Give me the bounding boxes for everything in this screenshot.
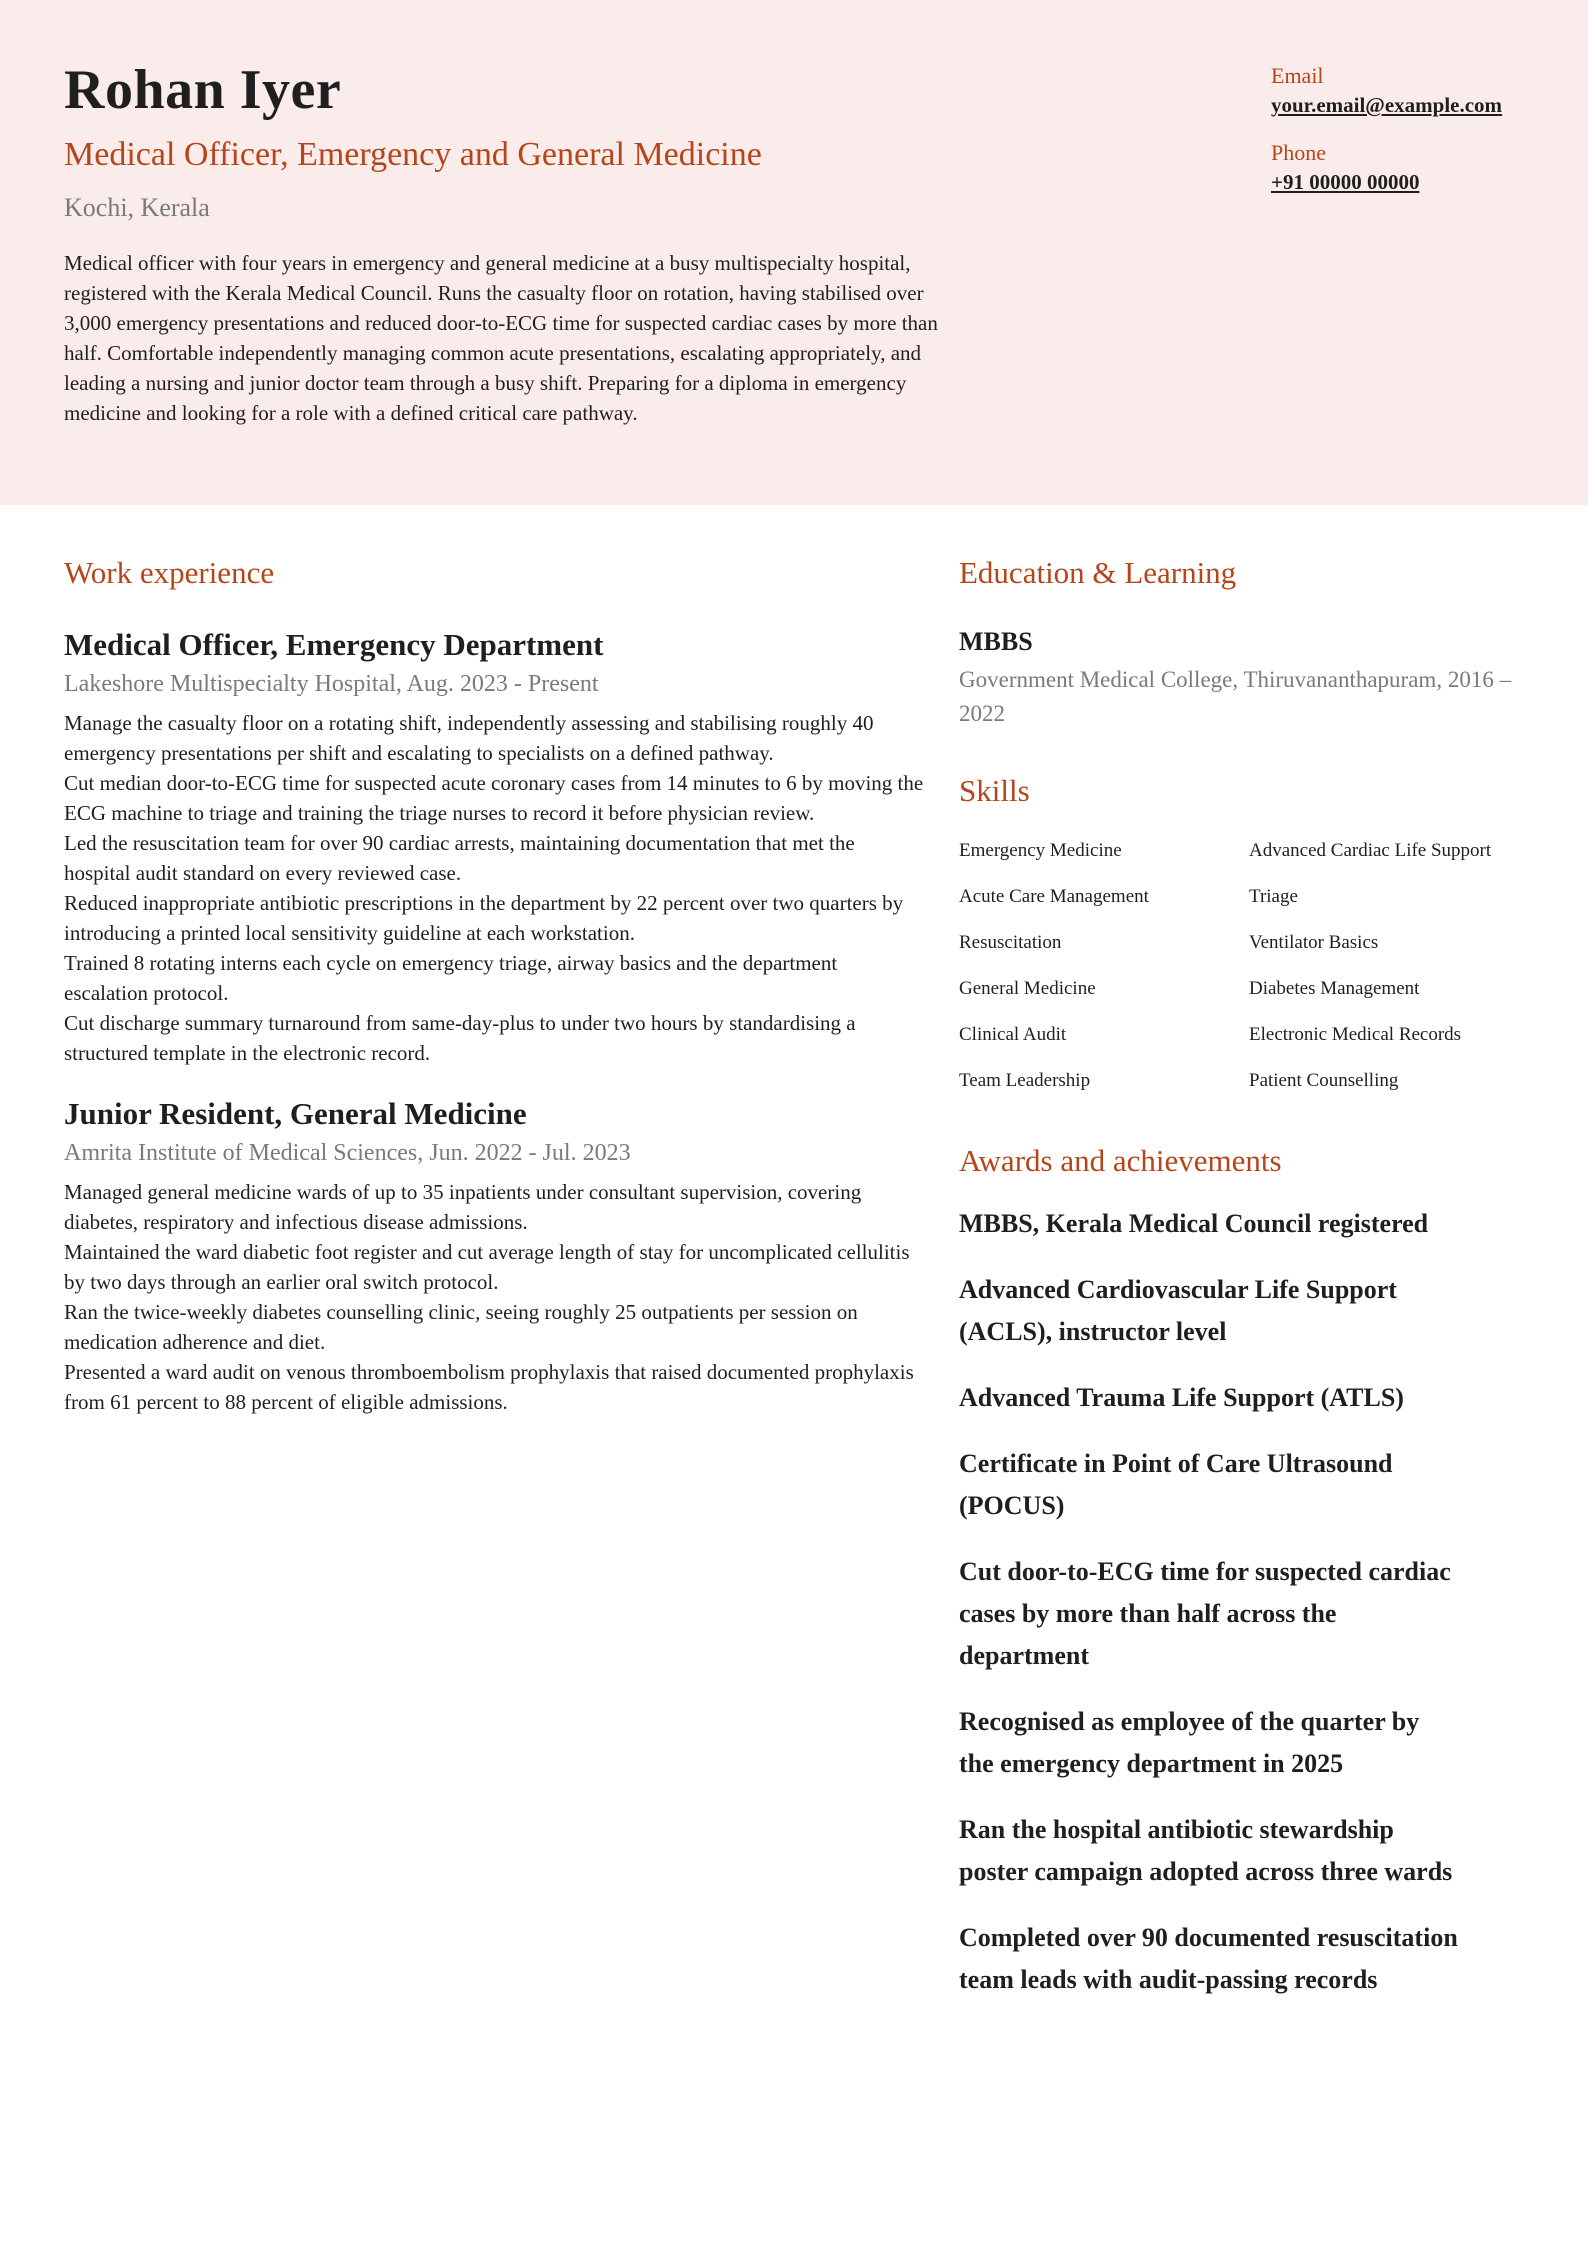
job-bullet: Maintained the ward diabetic foot register and cut average length of stay for uncomplicated cellulitis by two days through an earlier oral switch protocol.: [64, 1240, 910, 1294]
phone-label: Phone: [1271, 140, 1326, 165]
job-bullet: Cut median door-to-ECG time for suspected acute coronary cases from 14 minutes to 6 by moving the ECG machine to triage and training the triage nurses to record it before physician review.: [64, 771, 924, 825]
section-title-work: Work experience: [64, 555, 275, 590]
professional-summary: Medical officer with four years in emergency and general medicine at a busy multispecialty hospital, registered with the Kerala Medical Council. Runs the casualty floor on rotation, having stabilised over 3,000 emergency presentations and reduced door-to-ECG time for suspected cardiac cases by more than half. Comfortable independently managing common acute presentations, escalating appropriately, and leading a nursing and junior doctor team through a busy shift. Preparing for a diploma in emergency medicine and looking for a role with a defined critical care pathway.: [64, 251, 938, 425]
job-bullet: Led the resuscitation team for over 90 cardiac arrests, maintaining documentation that met the hospital audit standard on every reviewed case.: [64, 831, 855, 885]
education-meta: Government Medical College, Thiruvananthapuram, 2016 – 2022: [959, 667, 1512, 726]
section-title-skills: Skills: [959, 773, 1030, 808]
sidebar-column: [959, 555, 1539, 2025]
job-meta: Amrita Institute of Medical Sciences, Jun. 2022 - Jul. 2023: [64, 1140, 631, 1166]
candidate-name: Rohan Iyer: [64, 59, 342, 121]
skills-grid: [959, 837, 1539, 1095]
award-item: MBBS, Kerala Medical Council registered: [959, 1209, 1429, 1238]
work-experience-section: [64, 555, 924, 1445]
job-entry: [64, 627, 924, 1068]
education-degree: MBBS: [959, 627, 1033, 656]
skill-item: Ventilator Basics: [1249, 932, 1379, 953]
job-bullet: Trained 8 rotating interns each cycle on emergency triage, airway basics and the department escalation protocol.: [64, 951, 838, 1005]
job-bullet: Cut discharge summary turnaround from same-day-plus to under two hours by standardising a structured template in the electronic record.: [64, 1011, 856, 1065]
skill-item: Acute Care Management: [959, 886, 1149, 907]
award-item: Advanced Cardiovascular Life Support (ACLS), instructor level: [959, 1275, 1397, 1346]
job-bullet: Reduced inappropriate antibiotic prescriptions in the department by 22 percent over two quarters by introducing a printed local sensitivity guideline at each workstation.: [64, 891, 904, 945]
skill-item: Clinical Audit: [959, 1024, 1067, 1045]
section-title-education: Education & Learning: [959, 555, 1237, 590]
job-bullet: Ran the twice-weekly diabetes counselling clinic, seeing roughly 25 outpatients per session on medication adherence and diet.: [64, 1300, 858, 1354]
skill-item: Diabetes Management: [1249, 978, 1420, 999]
award-item: Completed over 90 documented resuscitation team leads with audit-passing records: [959, 1923, 1458, 1994]
award-item: Certificate in Point of Care Ultrasound (POCUS): [959, 1449, 1393, 1520]
award-item: Cut door-to-ECG time for suspected cardiac cases by more than half across the department: [959, 1557, 1451, 1670]
job-bullet: Presented a ward audit on venous thromboembolism prophylaxis that raised documented prophylaxis from 61 percent to 88 percent of eligible admissions.: [64, 1360, 914, 1414]
candidate-role: Medical Officer, Emergency and General Medicine: [64, 136, 762, 173]
skill-item: Team Leadership: [959, 1070, 1091, 1091]
award-item: Recognised as employee of the quarter by the emergency department in 2025: [959, 1707, 1420, 1778]
job-entry: [64, 1096, 924, 1417]
skill-item: Resuscitation: [959, 932, 1062, 953]
job-title: Junior Resident, General Medicine: [64, 1096, 527, 1131]
job-meta: Lakeshore Multispecialty Hospital, Aug. 2023 - Present: [64, 671, 599, 697]
candidate-location: Kochi, Kerala: [64, 193, 210, 222]
contact-block: [1271, 63, 1502, 217]
job-bullet: Managed general medicine wards of up to 35 inpatients under consultant supervision, covering diabetes, respiratory and infectious disease admissions.: [64, 1180, 862, 1234]
section-title-awards: Awards and achievements: [959, 1143, 1282, 1178]
resume-header: [0, 0, 1588, 505]
award-item: Advanced Trauma Life Support (ATLS): [959, 1383, 1404, 1412]
skill-item: Patient Counselling: [1249, 1070, 1399, 1091]
phone-link[interactable]: +91 00000 00000: [1271, 170, 1420, 194]
award-item: Ran the hospital antibiotic stewardship poster campaign adopted across three wards: [959, 1815, 1453, 1886]
skill-item: Electronic Medical Records: [1249, 1024, 1462, 1045]
skill-item: Triage: [1249, 886, 1298, 907]
email-link[interactable]: your.email@example.com: [1271, 93, 1503, 117]
skill-item: General Medicine: [959, 978, 1096, 999]
job-bullet: Manage the casualty floor on a rotating shift, independently assessing and stabilising roughly 40 emergency presentations per shift and escalating to specialists on a defined pathway.: [64, 711, 874, 765]
email-label: Email: [1271, 63, 1324, 88]
skill-item: Advanced Cardiac Life Support: [1249, 840, 1492, 861]
job-title: Medical Officer, Emergency Department: [64, 627, 604, 662]
skill-item: Emergency Medicine: [959, 840, 1122, 861]
